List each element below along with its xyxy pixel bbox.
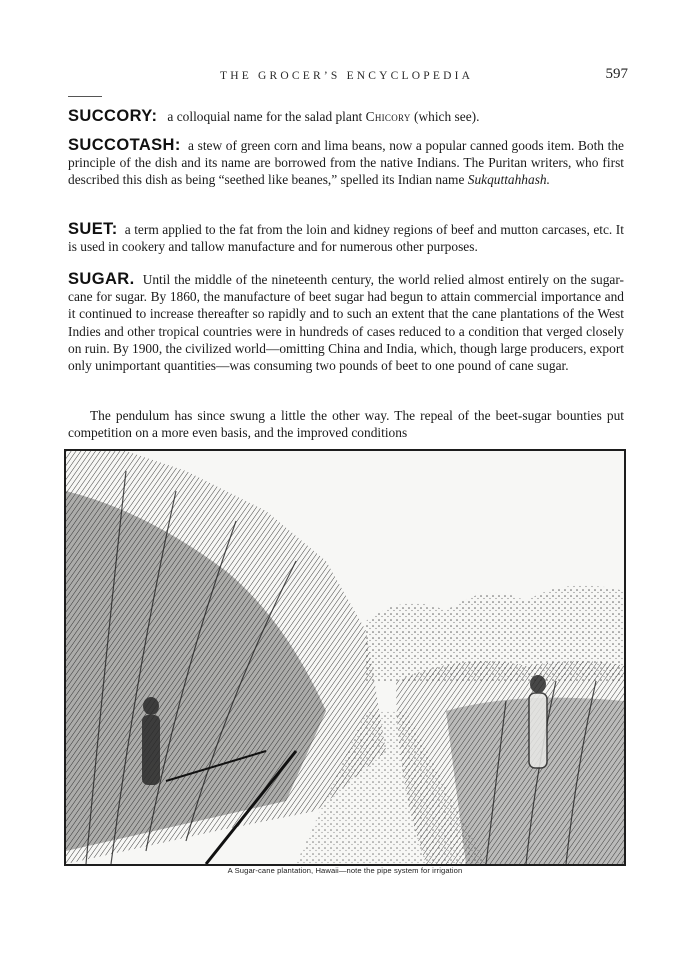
entry-succory-chicory: Chicory [365,109,411,124]
running-head [68,64,628,86]
figure-caption: A Sugar-cane plantation, Hawaii—note the pipe system for irrigation [227,866,463,875]
entry-sugar [68,271,624,374]
entry-succory-text-b: (which see). [410,109,480,124]
sugar-cane-plantation-photo [64,449,626,866]
entry-succory [68,108,624,125]
running-title: THE GROCER’S ENCYCLOPEDIA [220,70,474,82]
entry-succotash-indian-name: Sukquttahhash. [467,172,550,188]
entry-succory-text-a: a colloquial name for the salad plant [167,109,366,124]
headword-suet: SUET: [68,220,118,238]
page-number: 597 [605,66,628,82]
headword-sugar: SUGAR. [68,270,135,288]
entry-sugar-paragraph-2: The pendulum has since swung a little the other way. The repeal of the beet-sugar bounties put competition on a more even basis, and the improved conditions [68,408,624,441]
entry-sugar-text: Until the middle of the nineteenth century, the world relied almost entirely on the sugar-cane for sugar. By 1860, the manufacture of beet sugar had begun to attain commercial importance and it continued to increase thereafter so rapidly and to such an extent that the cane plantations of the West Indies and other tropical countries were in hundreds of cases reduced to a condition that verged closely on ruin. By 1900, the civilized world—omitting China and India, which, though large producers, export only unimportant quantities—was consuming two pounds of beet to one pound of cane sugar. [68,272,624,374]
entry-succotash [68,137,624,189]
entry-suet [68,221,624,255]
plantation-illustration [66,451,624,864]
entry-succotash-text: a stew of green corn and lima beans, now a popular canned goods item. Both the principle of the dish and its name are borrowed from the native Indians. The Puritan writers, who first described this dish as being “seethed like beanes,” spelled its Indian name [68,138,624,188]
entry-suet-text: a term applied to the fat from the loin and kidney regions of beef and mutton carcases, etc. It is used in cookery and tallow manufacture and for numerous other purposes. [68,222,624,255]
headword-succory: SUCCORY: [68,107,158,125]
header-rule [68,96,102,97]
headword-succotash: SUCCOTASH: [68,136,181,154]
